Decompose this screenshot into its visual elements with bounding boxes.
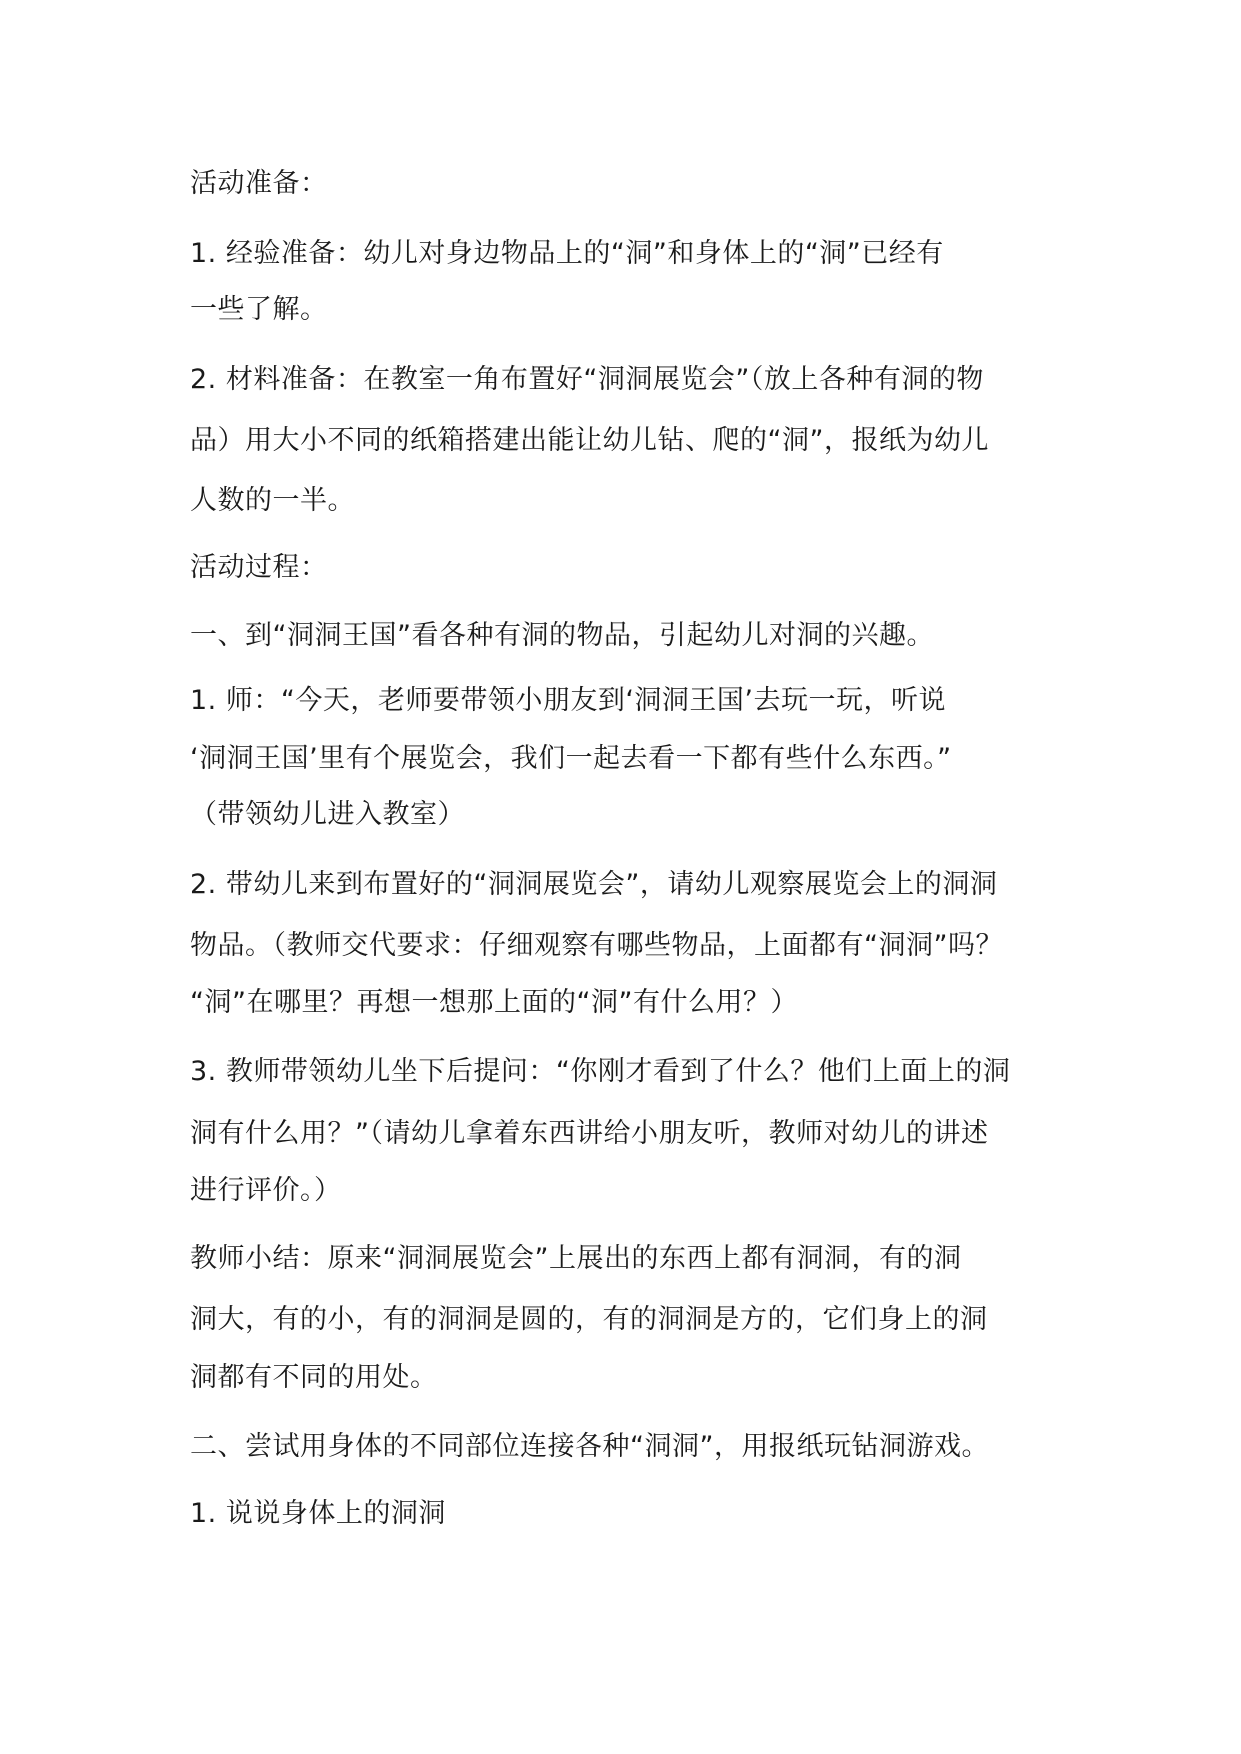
- section-heading-2: 二、尝试用身体的不同部位连接各种“洞洞”，用报纸玩钻洞游戏。: [190, 1431, 989, 1462]
- text-line: 1. 经验准备：幼儿对身边物品上的“洞”和身体上的“洞”已经有: [190, 238, 944, 269]
- text-line: 教师小结：原来“洞洞展览会”上展出的东西上都有洞洞，有的洞: [190, 1243, 962, 1274]
- text-line: 进行评价。）: [190, 1175, 342, 1206]
- text-line: 人数的一半。: [190, 485, 355, 516]
- text-line: 洞有什么用？”（请幼儿拿着东西讲给小朋友听，教师对幼儿的讲述: [190, 1118, 989, 1149]
- text-line: 1. 师：“今天，老师要带领小朋友到‘洞洞王国’去玩一玩，听说: [190, 685, 946, 716]
- text-line: 洞都有不同的用处。: [190, 1362, 438, 1393]
- section-heading-1: 一、到“洞洞王国”看各种有洞的物品，引起幼儿对洞的兴趣。: [190, 620, 934, 651]
- text-line: 一些了解。: [190, 294, 328, 325]
- text-line: 洞大，有的小，有的洞洞是圆的，有的洞洞是方的，它们身上的洞: [190, 1304, 988, 1335]
- text-line: 1. 说说身体上的洞洞: [190, 1498, 446, 1529]
- text-line: 2. 带幼儿来到布置好的“洞洞展览会”，请幼儿观察展览会上的洞洞: [190, 869, 998, 900]
- text-line: 2. 材料准备：在教室一角布置好“洞洞展览会”（放上各种有洞的物: [190, 364, 984, 395]
- text-line: 物品。（教师交代要求：仔细观察有哪些物品，上面都有“洞洞”吗？: [190, 930, 1003, 961]
- text-line: 3. 教师带领幼儿坐下后提问：“你刚才看到了什么？他们上面上的洞: [190, 1056, 1011, 1087]
- heading-activity-preparation: 活动准备：: [190, 168, 328, 199]
- heading-activity-process: 活动过程：: [190, 552, 328, 583]
- text-line: ‘洞洞王国’里有个展览会，我们一起去看一下都有些什么东西。”: [190, 743, 952, 774]
- text-line: “洞”在哪里？再想一想那上面的“洞”有什么用？）: [190, 987, 798, 1018]
- text-line: 品）用大小不同的纸箱搭建出能让幼儿钻、爬的“洞”，报纸为幼儿: [190, 425, 989, 456]
- text-line: （带领幼儿进入教室）: [190, 799, 465, 830]
